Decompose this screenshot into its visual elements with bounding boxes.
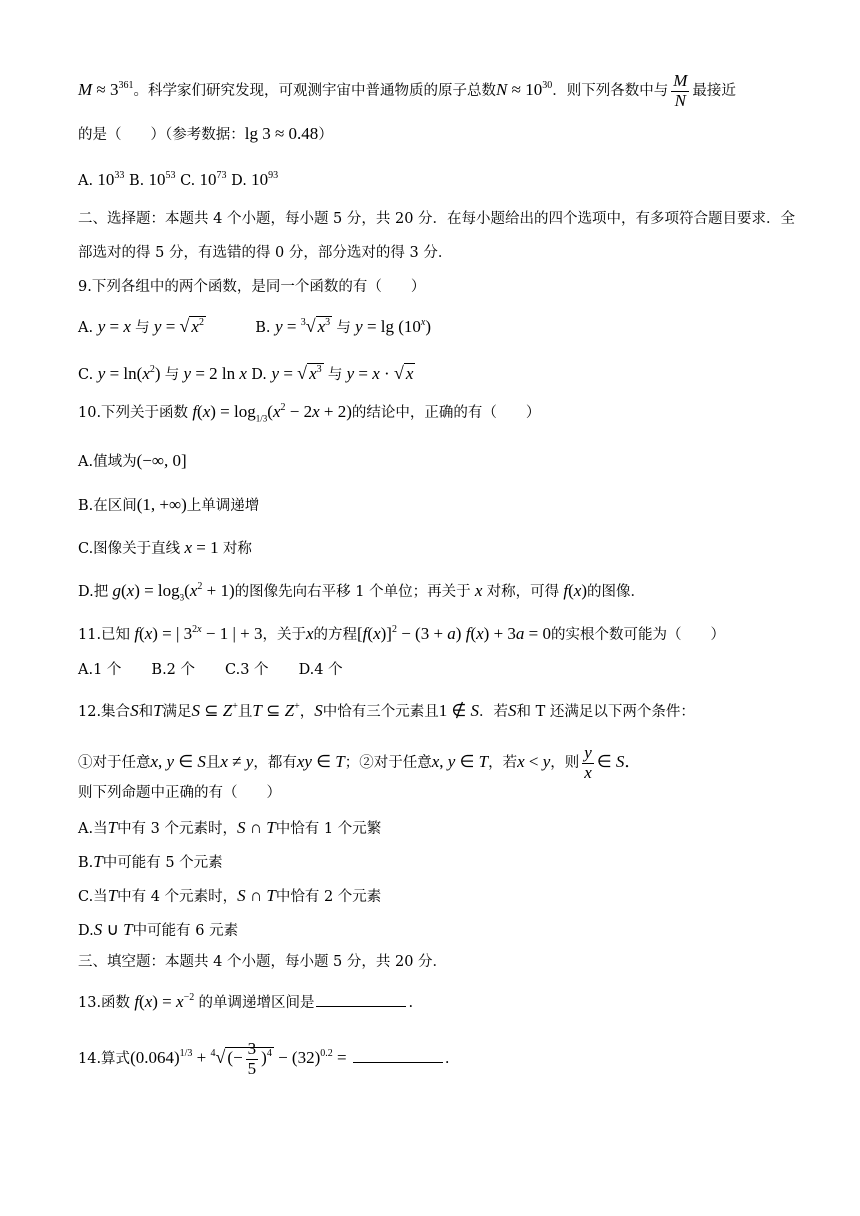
q10-d-mid2: 对称，可得 xyxy=(486,584,560,600)
q14-pre: 14.算式 xyxy=(78,1051,131,1068)
q8-line2: 的是（ ）（参考数据：lg 3 ≈ 0.48） xyxy=(78,124,333,143)
q9-row1: A. y = x 与 y = √ $x^2$ B. y = $^3$√ $x^3$ 与 y = lg (10$^x$) xyxy=(78,316,432,336)
q12-a-mid: 中有 3 个元素时， xyxy=(117,821,238,837)
q8-option-c-label: C. xyxy=(180,173,196,189)
q8-text: 。科学家们研究发现，可观测宇宙中普通物质的原子总数 xyxy=(133,83,497,100)
section-3-heading: 三、填空题：本题共 4 个小题，每小题 5 分，共 20 分． xyxy=(78,954,448,970)
q12-stem-b: 和 xyxy=(138,704,154,720)
q12-stem-a: 12.集合 xyxy=(78,704,131,720)
q8-ref-text: 的是（ ）（参考数据： xyxy=(78,127,245,143)
q9-yu: 与 xyxy=(135,320,150,336)
q10-option-a: A.值域为(−∞, 0] xyxy=(78,451,187,470)
q10-stem-a: 10.下列关于函数 xyxy=(78,405,189,421)
q13-post: 的单调递增区间是 xyxy=(198,995,315,1011)
fraction-y-over-x: $\frac{y}{x}$ xyxy=(584,743,592,782)
q12-c-post: 中恰有 2 个元素 xyxy=(275,889,382,905)
q10-stem: 10.下列关于函数 $f(x) = \log_{1/3}(x^2 - 2x + 2)$的结论中，正确的有（ ） xyxy=(78,402,541,424)
q12-d-post: 中可能有 6 元素 xyxy=(132,923,239,939)
q12-cond-a: ①对于任意 xyxy=(78,755,151,772)
q12-conditions: ①对于任意x, y ∈ S且x ≠ y，都有xy ∈ T；②对于任意x, y ∈ T，若x < y，则 $\frac{y}{x}$ ∈ S． xyxy=(78,743,642,782)
q10-stem-b: 的结论中，正确的有（ ） xyxy=(351,405,541,421)
q11-stem-d: 的实根个数可能为（ ） xyxy=(551,627,726,643)
q12-c-pre: C.当 xyxy=(78,889,108,905)
q11-stem-b: ，关于 xyxy=(262,627,306,643)
q9-row2: C. $y = \ln(x^2)$ 与 y = 2 ln x D. y = √ $x^3$ 与 y = x · √ x xyxy=(78,363,414,383)
q12-ask: 则下列命题中正确的有（ ） xyxy=(78,785,281,801)
q12-stem-h: 和 T 还满足以下两个条件： xyxy=(516,704,695,720)
q12-a-pre: A.当 xyxy=(78,821,108,837)
q13-pre: 13.函数 xyxy=(78,995,131,1011)
q12-c-mid: 中有 4 个元素时， xyxy=(117,889,238,905)
q8-text-end: 最接近 xyxy=(692,83,736,100)
q12-cond-d: ；②对于任意 xyxy=(344,755,432,772)
q8-option-d-label: D. xyxy=(231,173,247,189)
q8-options: A. $10^{33}$ B. $10^{53}$ C. $10^{73}$ D. $10^{93}$ xyxy=(78,170,279,189)
q10-option-d: D.把 $g(x) = \log_3(x^2 + 1)$的图像先向右平移 1 个单位；再关于 x 对称，可得 f(x)的图像． xyxy=(78,581,646,603)
q12-cond-e: ，若 xyxy=(488,755,518,772)
q10-d-pre: D.把 xyxy=(78,584,109,600)
q11-option-b: B.2 个 xyxy=(151,662,196,678)
q10-d-mid: 的图像先向右平移 1 个单位；再关于 xyxy=(234,584,471,600)
q12-cond-b: 且 xyxy=(205,755,221,772)
q10-option-c: C.图像关于直线 x = 1 对称 xyxy=(78,538,252,557)
q12-option-c: C.当T中有 4 个元素时，S ∩ T中恰有 2 个元素 xyxy=(78,886,382,905)
q10-option-b: B.在区间(1, +∞)上单调递增 xyxy=(78,495,260,514)
q9-label-d: D. xyxy=(251,367,267,383)
answer-blank[interactable] xyxy=(316,992,406,1007)
q12-stem-g: ．若 xyxy=(479,704,509,720)
q13: 13.函数 $f(x) = x^{-2}$ 的单调递增区间是 . xyxy=(78,992,414,1011)
q9-label-a: A. xyxy=(78,320,94,336)
q8-line1: $M \approx 3^{361}$。科学家们研究发现，可观测宇宙中普通物质的原子总数$N \approx 10^{30}$．则下列各数中与 $\frac{M}{N}$ 最接近 xyxy=(78,71,736,110)
q12-cond-f: ，则 xyxy=(550,755,580,772)
q11-option-a: A.1 个 xyxy=(78,662,122,678)
q8-text-tail: ．则下列各数中与 xyxy=(552,83,669,100)
q11-option-c: C.3 个 xyxy=(225,662,269,678)
q11-stem-c: 的方程 xyxy=(313,627,357,643)
q12-cond-c: ，都有 xyxy=(253,755,297,772)
section-2-line1: 二、选择题：本题共 4 个小题，每小题 5 分，共 20 分．在每小题给出的四个选项中，有多项符合题目要求．全 xyxy=(78,211,796,227)
q11-options xyxy=(78,662,373,679)
q12-stem-c: 满足 xyxy=(162,704,192,720)
q9-label-b: B. xyxy=(255,320,271,336)
section-2-line2: 部选对的得 5 分，有选错的得 0 分，部分选对的得 3 分． xyxy=(78,245,453,261)
fraction-m-over-n: $\frac{M}{N}$ xyxy=(673,71,688,110)
q12-stem-d: 且 xyxy=(237,704,253,720)
q9-yu-b: 与 xyxy=(336,320,351,336)
q8-option-a-label: A. xyxy=(78,173,94,189)
q9-label-c: C. xyxy=(78,367,94,383)
q9-stem: 9.下列各组中的两个函数，是同一个函数的有（ ） xyxy=(78,279,426,295)
q12-option-b: B.T中可能有 5 个元素 xyxy=(78,852,223,871)
q8-option-b-label: B. xyxy=(128,173,145,189)
q12-a-post: 中恰有 1 个元繁 xyxy=(275,821,382,837)
q12-stem-f: 中恰有三个元素且 xyxy=(322,704,439,720)
q8-ref-close: ） xyxy=(318,127,333,143)
q10-c-pre: C.图像关于直线 xyxy=(78,541,181,557)
q12-option-d: D.S ∪ T中可能有 6 元素 xyxy=(78,920,239,939)
q12-option-a: A.当T中有 3 个元素时，S ∩ T中恰有 1 个元繁 xyxy=(78,818,382,837)
q9-yu-c: 与 xyxy=(164,367,180,383)
q10-b-post: 上单调递增 xyxy=(186,498,260,514)
q11-option-d: D.4 个 xyxy=(298,662,343,678)
q14: 14.算式$(0.064)^{1/3} + ^4√$ (− $\frac{3}{5}$ )$^4 - (32)^{0.2}$ = . xyxy=(78,1039,450,1078)
q12-b-post: 中可能有 5 个元素 xyxy=(102,855,223,871)
q10-c-post: 对称 xyxy=(222,541,252,557)
q10-a-text: A.值域为 xyxy=(78,454,137,470)
q10-b-pre: B.在区间 xyxy=(78,498,137,514)
answer-blank[interactable] xyxy=(353,1048,443,1063)
q9-yu-d: 与 xyxy=(327,367,343,383)
q12-stem-e: ， xyxy=(299,704,315,720)
q11-stem-a: 11.已知 xyxy=(78,627,131,643)
q12-stem: 12.集合S和T满足S ⊆ Z+且T ⊆ Z+，S中恰有三个元素且1 ∉ S．若S和 T 还满足以下两个条件： xyxy=(78,701,695,720)
q10-d-post: 的图像． xyxy=(587,584,646,600)
q11-stem: 11.已知 f(x) = | $3^{2x} - 1$ | + 3，关于x的方程$[f(x)]^2 - (3 + a) f(x) + 3a = 0$的实根个数可能为（ ） xyxy=(78,624,726,643)
